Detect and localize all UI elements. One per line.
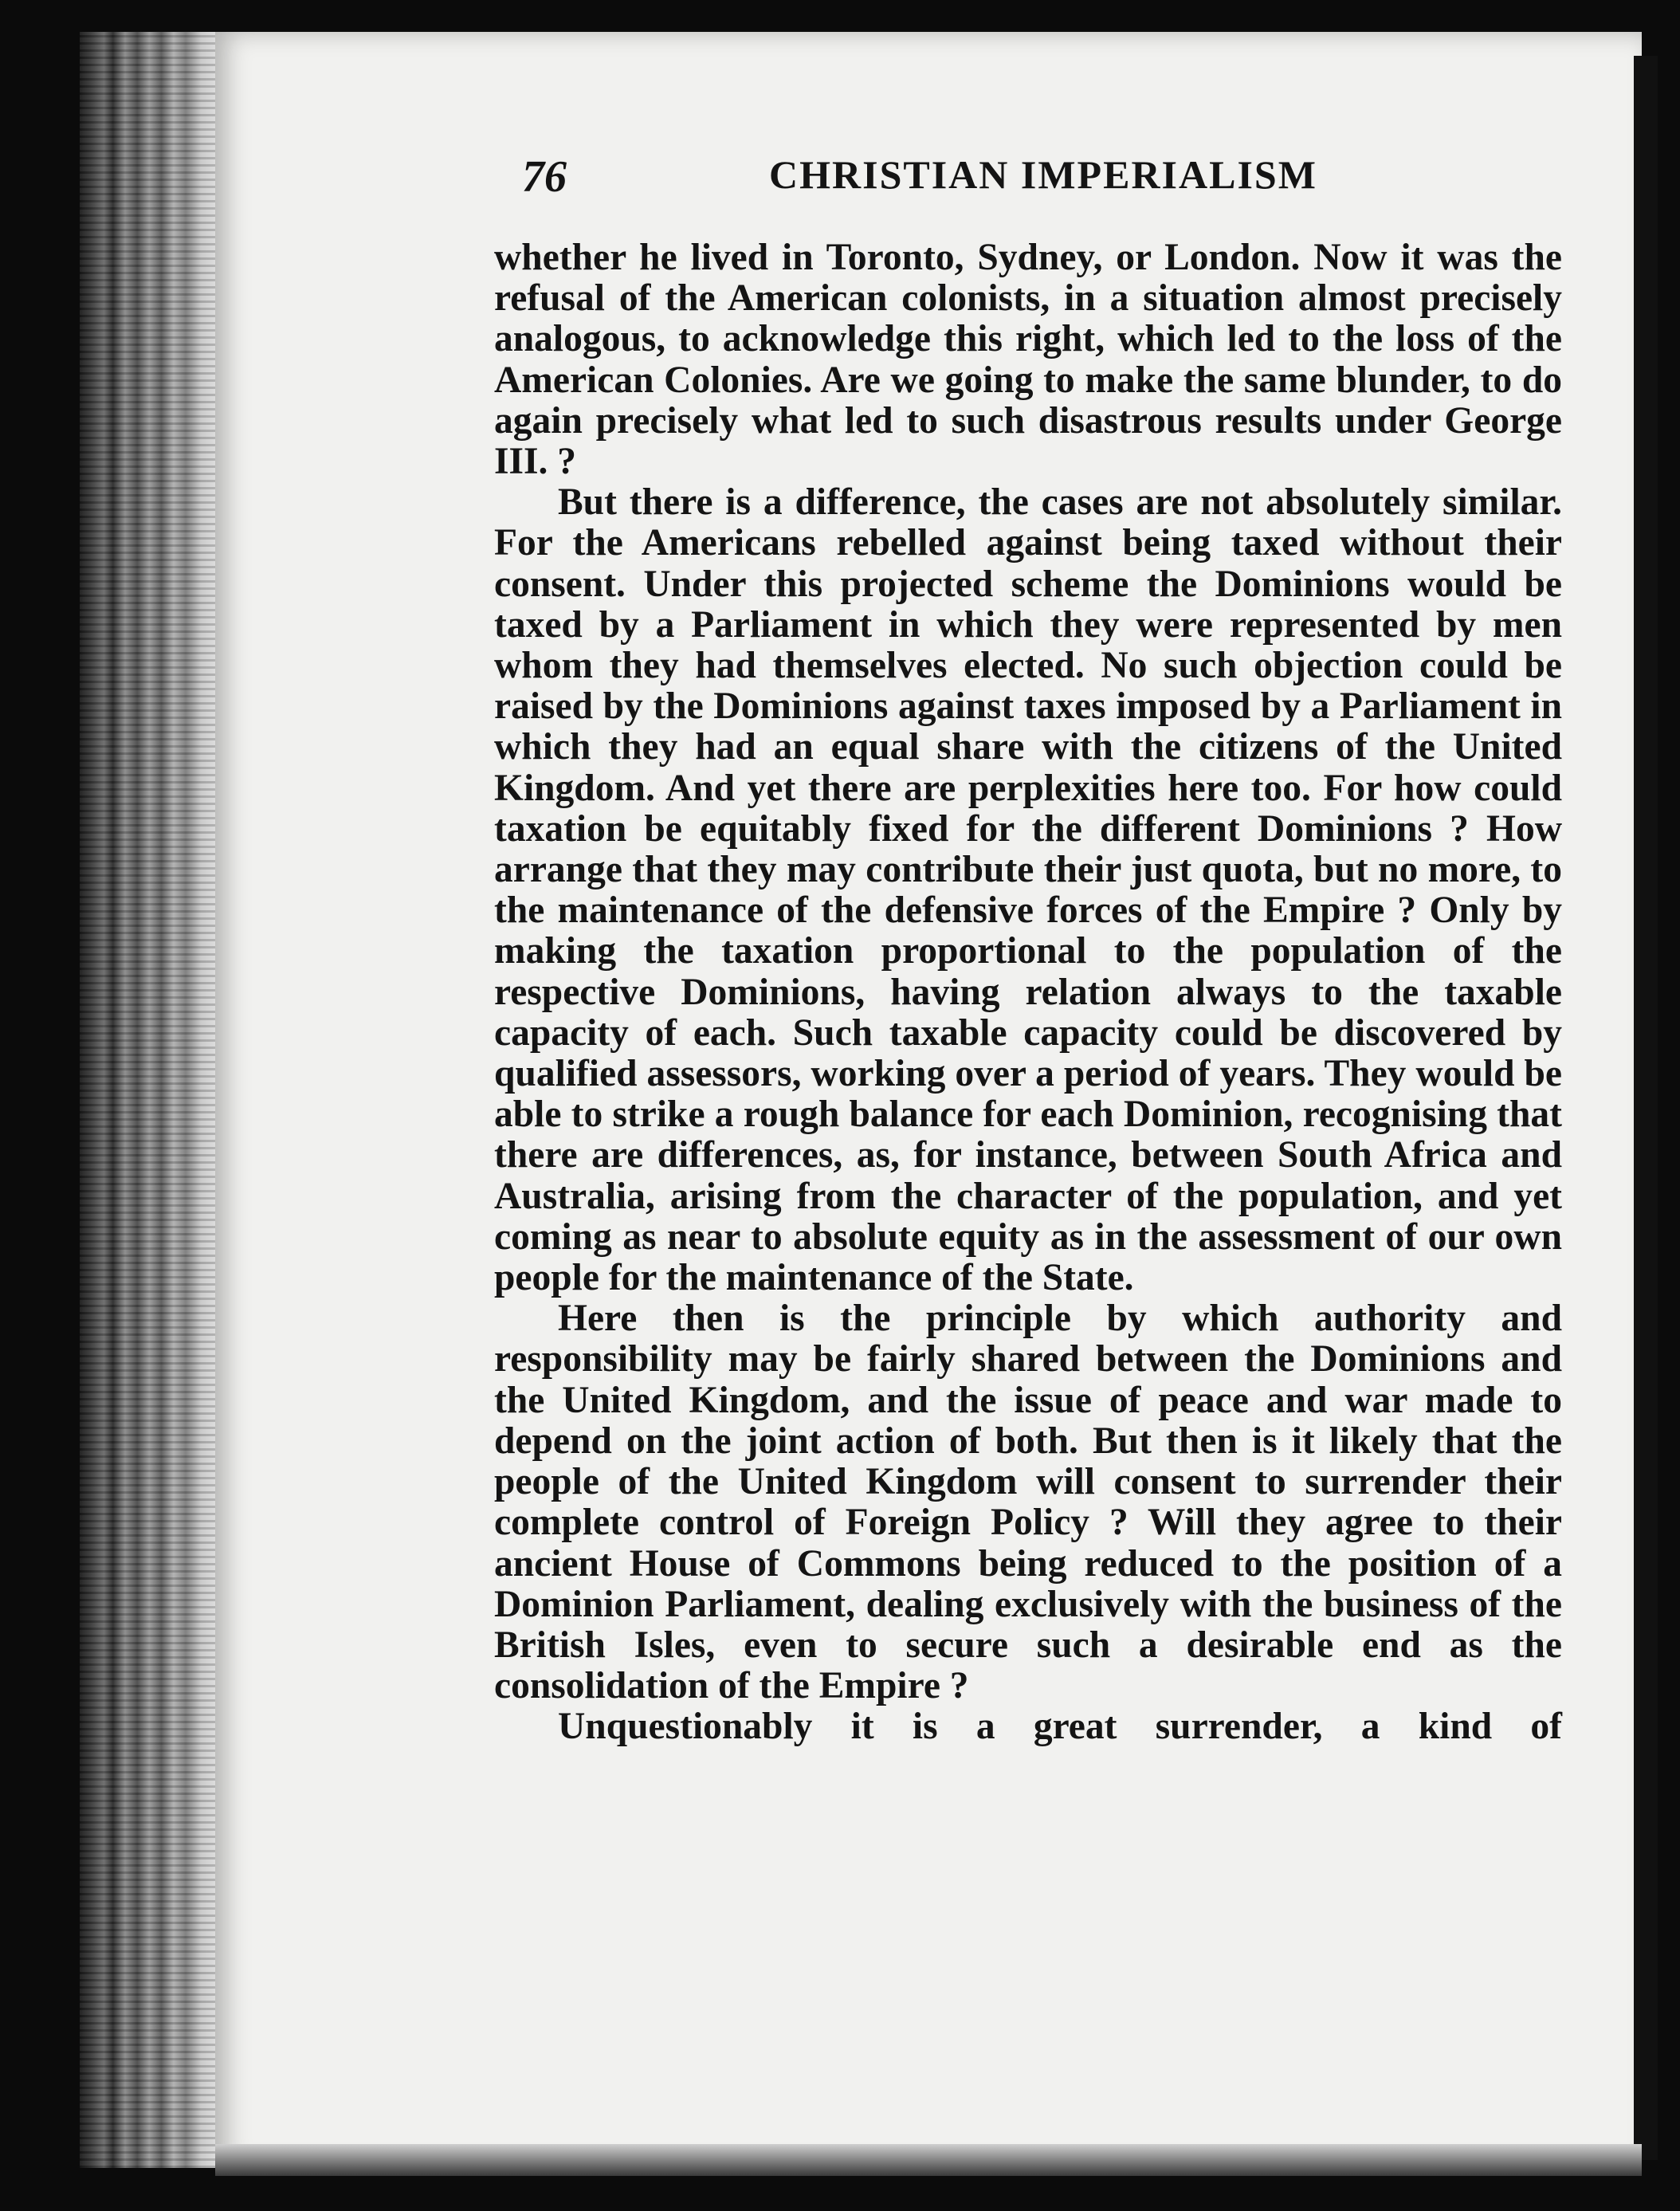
running-title: CHRISTIAN IMPERIALISM: [769, 152, 1317, 197]
paragraph-1: whether he lived in Toronto, Sydney, or London. Now it was the refusal of the American colonists, in a situation almost precisely analogous, to acknowledge this right, which led to the loss of the American Colonies. Are we going to make the same blunder, to do again precisely what led to such disastrous results under George III. ?: [494, 237, 1562, 483]
body-text: [494, 238, 1562, 1748]
paragraph-4: Unquestionably it is a great surrender, a kind of: [558, 1706, 1562, 1748]
page-bottom-edge: [215, 2144, 1642, 2176]
page-number: 76: [522, 152, 567, 202]
page-header: [522, 151, 1335, 215]
page-right-edge: [1634, 56, 1658, 2160]
paragraph-3: Here then is the principle by which authority and responsibility may be fairly shared between the Dominions and the United Kingdom, and the issue of peace and war made to depend on the joint action of both. But then is it likely that the people of the United Kingdom will consent to surrender their complete control of Foreign Policy ? Will they agree to their ancient House of Commons being reduced to the position of a Dominion Parliament, dealing exclusively with the business of the British Isles, even to secure such a desirable end as the consolidation of the Empire ?: [494, 1298, 1562, 1707]
book-spine-gutter: [80, 32, 231, 2168]
paragraph-2: But there is a difference, the cases are not absolutely similar. For the Americans rebelled against being taxed without their consent. Under this projected scheme the Dominions would be taxed by a Parliament in which they were represented by men whom they had themselves elected. No such objection could be raised by the Dominions against taxes imposed by a Parliament in which they had an equal share with the citizens of the United Kingdom. And yet there are perplexities here too. For how could taxation be equitably fixed for the different Dominions ? How arrange that they may contribute their just quota, but no more, to the maintenance of the defensive forces of the Empire ? Only by making the taxation proportional to the population of the respective Dominions, having relation always to the taxable capacity of each. Such taxable capacity could be discovered by qualified assessors, working over a period of years. They would be able to strike a rough balance for each Dominion, recognising that there are differences, as, for instance, between South Africa and Australia, arising from the character of the population, and yet coming as near to absolute equity as in the assessment of our own people for the maintenance of the State.: [494, 481, 1562, 1299]
